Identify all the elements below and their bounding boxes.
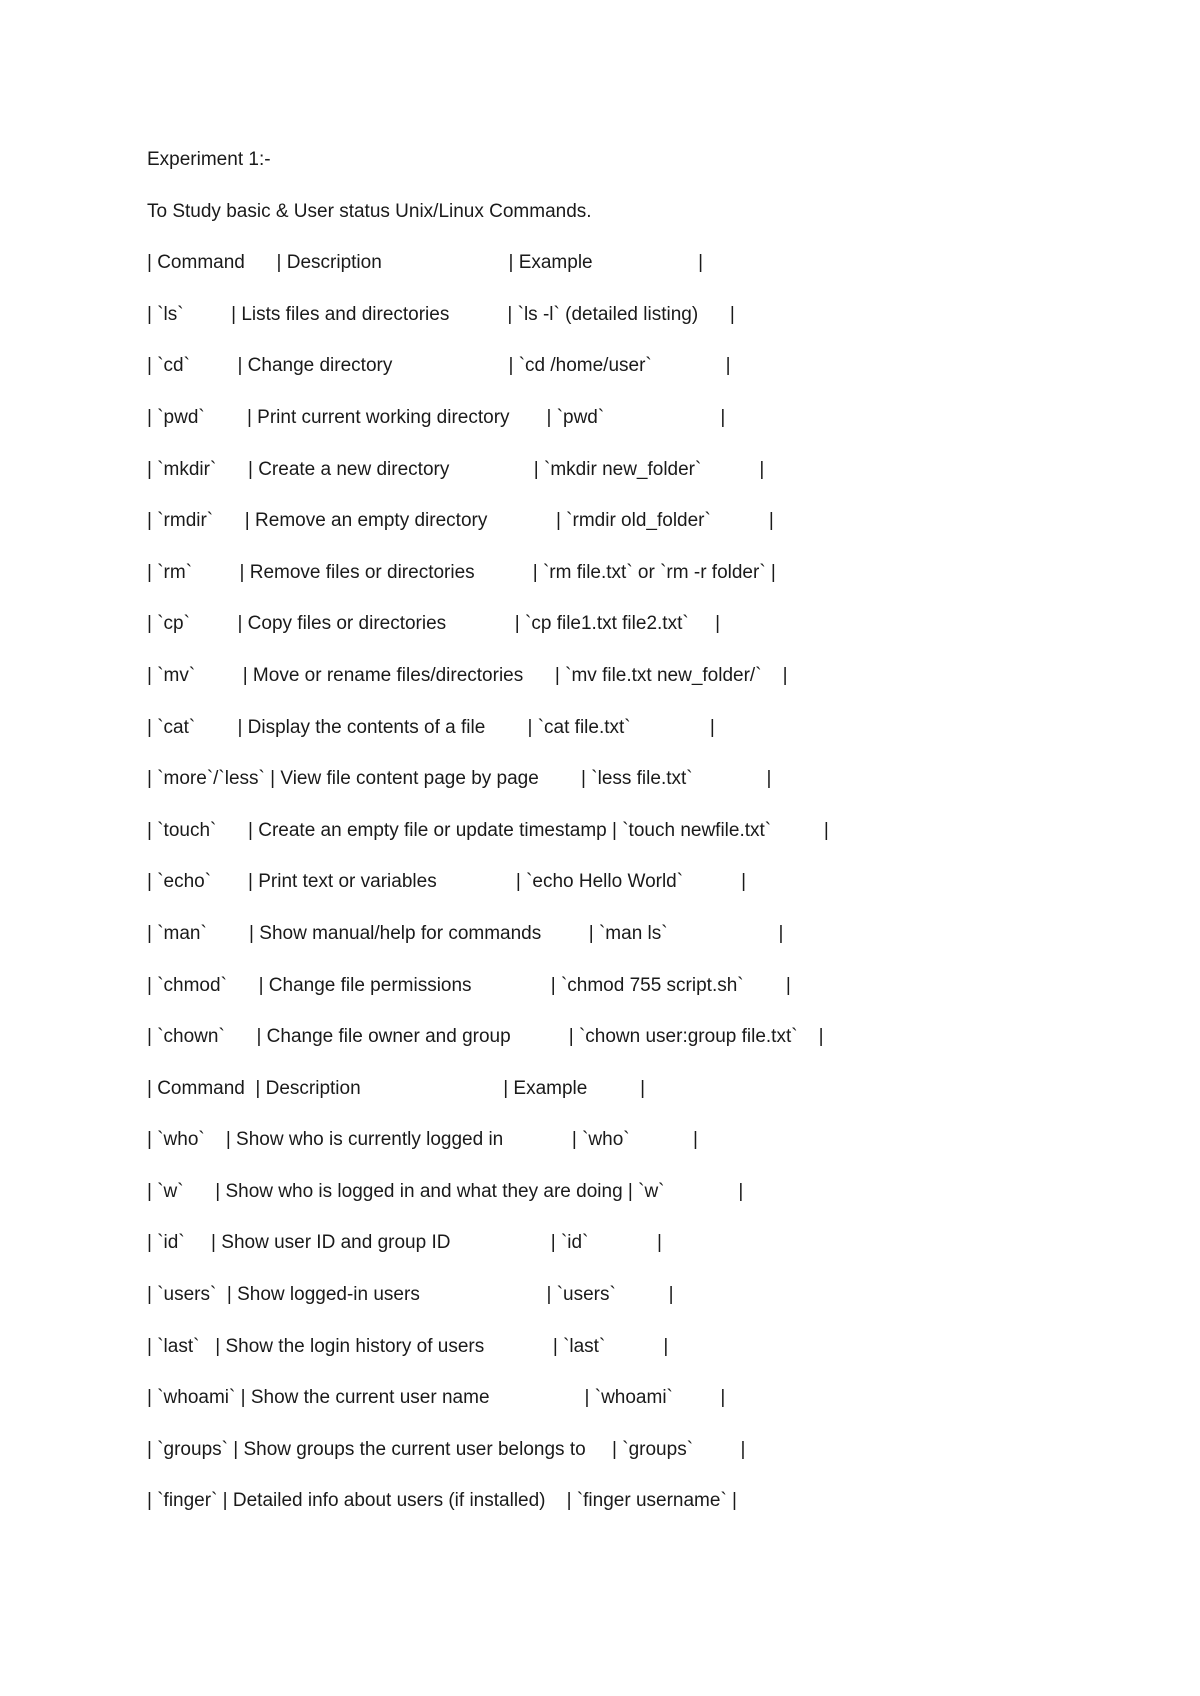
table-header-row: | Command | Description | Example | — [147, 1077, 646, 1099]
table-row: | `rmdir` | Remove an empty directory | `rmdir old_folder` | — [147, 510, 774, 532]
table-row: | `whoami` | Show the current user name | `whoami` | — [147, 1387, 726, 1409]
table-row: | `ls` | Lists files and directories | `ls -l` (detailed listing) | — [147, 303, 735, 325]
table-row: | `cp` | Copy files or directories | `cp file1.txt file2.txt` | — [147, 613, 721, 635]
document-body — [147, 148, 1147, 1541]
table-row: | `groups` | Show groups the current user belongs to | `groups` | — [147, 1438, 746, 1460]
table-row: | `w` | Show who is logged in and what they are doing | `w` | — [147, 1180, 744, 1202]
table-row: | `man` | Show manual/help for commands | `man ls` | — [147, 922, 784, 944]
table-row: | `touch` | Create an empty file or update timestamp | `touch newfile.txt` | — [147, 819, 829, 841]
table-row: | `chown` | Change file owner and group | `chown user:group file.txt` | — [147, 1026, 824, 1048]
table-row: | `rm` | Remove files or directories | `rm file.txt` or `rm -r folder` | — [147, 561, 776, 583]
table-row: | `finger` | Detailed info about users (if installed) | `finger username` | — [147, 1490, 737, 1512]
table-row: | `mkdir` | Create a new directory | `mkdir new_folder` | — [147, 458, 765, 480]
table-header-row: | Command | Description | Example | — [147, 252, 704, 274]
table-row: | `users` | Show logged-in users | `users` | — [147, 1284, 674, 1306]
table-row: | `chmod` | Change file permissions | `chmod 755 script.sh` | — [147, 974, 791, 996]
table-row: | `mv` | Move or rename files/directories | `mv file.txt new_folder/` | — [147, 664, 788, 686]
table-row: | `more`/`less` | View file content page by page | `less file.txt` | — [147, 768, 772, 790]
experiment-aim: To Study basic & User status Unix/Linux Commands. — [147, 200, 592, 222]
table-row: | `echo` | Print text or variables | `echo Hello World` | — [147, 871, 747, 893]
table-row: | `who` | Show who is currently logged in | `who` | — [147, 1129, 698, 1151]
table-row: | `last` | Show the login history of users | `last` | — [147, 1335, 669, 1357]
table-row: | `id` | Show user ID and group ID | `id` | — [147, 1232, 662, 1254]
table-row: | `cd` | Change directory | `cd /home/user` | — [147, 355, 731, 377]
experiment-heading: Experiment 1:- — [147, 149, 271, 170]
table-row: | `cat` | Display the contents of a file | `cat file.txt` | — [147, 716, 715, 738]
table-row: | `pwd` | Print current working directory | `pwd` | — [147, 406, 726, 428]
